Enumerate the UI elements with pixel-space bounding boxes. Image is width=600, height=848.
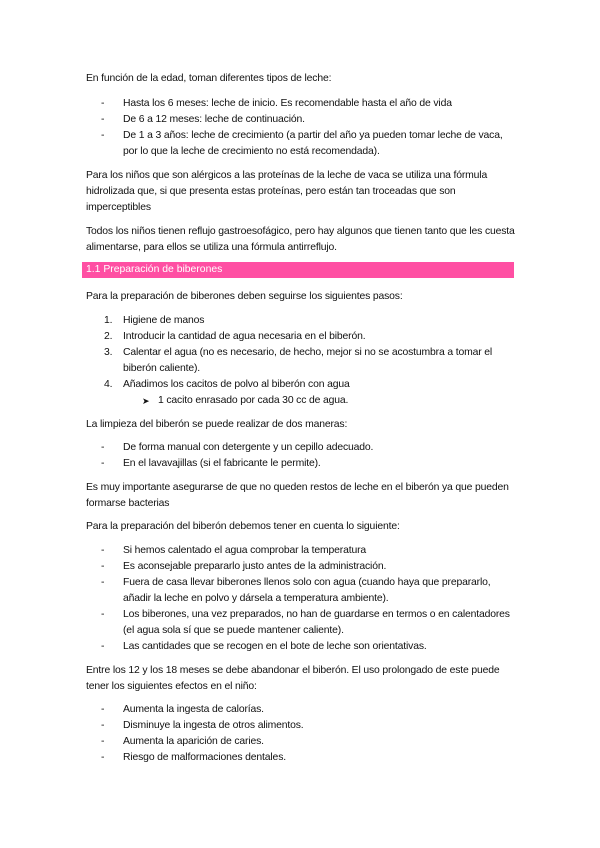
dash-marker: - (101, 561, 105, 572)
dash-marker: - (101, 609, 105, 620)
dash-marker: - (101, 98, 105, 109)
list-item: 2. Introducir la cantidad de agua necesaria en el biberón. (86, 329, 516, 345)
list-item: - Aumenta la ingesta de calorías. (86, 702, 516, 718)
cleaning-methods-list (86, 440, 516, 472)
arrow-icon: ➤ (142, 396, 150, 406)
bacteria-paragraph: Es muy importante asegurarse de que no queden restos de leche en el biberón ya que pueden formarse bacterias (86, 482, 509, 509)
list-item: - Las cantidades que se recogen en el bote de leche son orientativas. (86, 639, 516, 655)
list-item: 3. Calentar el agua (no es necesario, de hecho, mejor si no se acostumbra a tomar el biberón caliente). (104, 347, 493, 374)
dash-marker: - (101, 752, 105, 763)
allergy-paragraph: Para los niños que son alérgicos a las proteínas de la leche de vaca se utiliza una fórmula hidrolizada que, si que presenta estas proteínas, pero están tan troceadas que son imperceptibles (86, 170, 488, 213)
cleaning-intro-paragraph: La limpieza del biberón se puede realizar de dos maneras: (86, 419, 348, 430)
intro-paragraph: En función de la edad, toman diferentes tipos de leche: (86, 73, 332, 84)
list-item: - Aumenta la aparición de caries. (86, 734, 516, 750)
dash-marker: - (101, 577, 105, 588)
list-item: - Hasta los 6 meses: leche de inicio. Es recomendable hasta el año de vida (86, 96, 516, 112)
dash-marker: - (101, 736, 105, 747)
dash-marker: - (101, 545, 105, 556)
list-item: - En el lavavajillas (si el fabricante le permite). (86, 456, 516, 472)
dash-marker: - (101, 704, 105, 715)
list-item: - Si hemos calentado el agua comprobar la temperatura (86, 543, 516, 559)
dash-marker: - (101, 641, 105, 652)
list-item: - Disminuye la ingesta de otros alimentos. (86, 718, 516, 734)
list-item: - De 6 a 12 meses: leche de continuación. (86, 112, 516, 128)
list-item: - De forma manual con detergente y un cepillo adecuado. (86, 440, 516, 456)
list-item: - Los biberones, una vez preparados, no han de guardarse en termos o en calentadores (el agua sola sí que se puede mantener caliente). (101, 609, 510, 636)
list-item: 1. Higiene de manos (86, 313, 516, 329)
dash-marker: - (101, 720, 105, 731)
list-item: 4. Añadimos los cacitos de polvo al biberón con agua (86, 377, 516, 393)
dash-marker: - (101, 130, 105, 141)
abandon-paragraph: Entre los 12 y los 18 meses se debe abandonar el biberón. El uso prolongado de este puede tener los siguientes efectos en el niño: (86, 665, 500, 692)
dash-marker: - (101, 442, 105, 453)
section-heading: 1.1 Preparación de biberones (82, 262, 514, 278)
effects-list (86, 702, 516, 766)
consider-intro-paragraph: Para la preparación del biberón debemos tener en cuenta lo siguiente: (86, 521, 400, 532)
dash-marker: - (101, 114, 105, 125)
dash-marker: - (101, 458, 105, 469)
reflux-paragraph: Todos los niños tienen reflujo gastroesofágico, pero hay algunos que tienen tanto que les cuesta alimentarse, para ellos se utiliza una fórmula antirreflujo. (86, 226, 515, 253)
list-item: - Es aconsejable prepararlo justo antes de la administración. (86, 559, 516, 575)
sub-list-item: ➤ 1 cacito enrasado por cada 30 cc de agua. (86, 393, 516, 409)
milk-types-list (86, 96, 516, 160)
list-item: - Riesgo de malformaciones dentales. (86, 750, 516, 766)
step-number: 2. (104, 331, 113, 342)
list-item: - Fuera de casa llevar biberones llenos solo con agua (cuando haya que prepararlo, añadir la leche en polvo y dársela a temperatura ambiente). (101, 577, 491, 604)
steps-list (86, 313, 516, 409)
prep-intro-paragraph: Para la preparación de biberones deben seguirse los siguientes pasos: (86, 291, 403, 302)
step-number: 3. (104, 347, 113, 358)
step-number: 4. (104, 379, 113, 390)
considerations-list (86, 543, 516, 655)
list-item: - De 1 a 3 años: leche de crecimiento (a partir del año ya pueden tomar leche de vaca, por lo que la leche de crecimiento no está recomendada). (101, 130, 503, 157)
step-number: 1. (104, 315, 113, 326)
